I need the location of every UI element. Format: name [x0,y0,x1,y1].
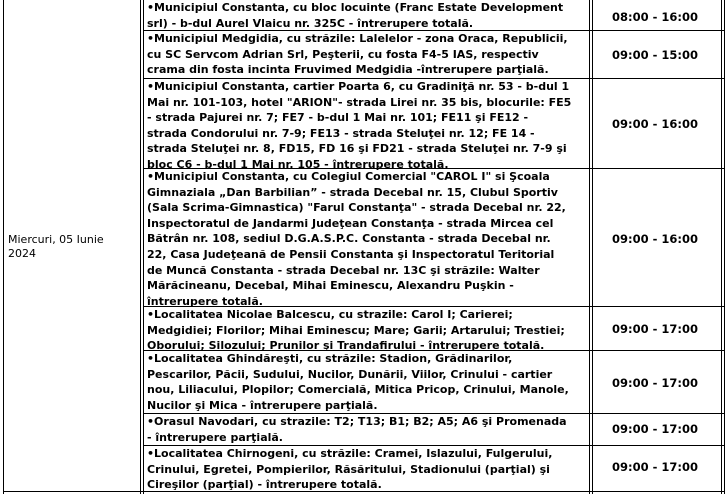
column-divider-hours [589,0,590,494]
outage-description: •Localitatea Ghindăreşti, cu străzile: Stadion, Grădinarilor, Pescarilor, Păcii, Sudului, Nucilor, Dunării, Viilor, Crinului - cartier nou, Liliacului, Plopilor; Comercială, Mitica Pricop, Crinului, Manole, Nucilor şi Mica - întrerupere parţială. [147,352,569,412]
table-row [141,31,586,78]
outage-hours: 09:00 - 17:00 [612,422,698,436]
table-row [141,414,586,445]
outage-description: •Orasul Navodari, cu strazile: T2; T13; B1; B2; A5; A6 şi Promenada - întrerupere parţială. [147,415,567,444]
table-row [141,79,586,171]
table-row [141,0,586,30]
outage-description: •Municipiul Medgidia, cu străzile: Lalelelor - zona Oraca, Republicii, cu SC Servcom Adrian Srl, Peşterii, cu fosta F4-5 IAS, respectiv crama din fosta incinta Fruvimed Medgidia -întrerupere parţială. [147,32,568,77]
outage-description: •Municipiul Constanta, cu bloc locuinte (Franc Estate Development srl) - b-dul Aurel Vlaicu nr. 325C - întrerupere totală. [147,1,564,30]
column-divider-right [721,0,722,494]
outage-hours: 09:00 - 16:00 [612,232,698,246]
outage-hours: 09:00 - 17:00 [612,376,698,390]
date-cell: Miercuri, 05 Iunie 2024 [8,233,104,260]
outage-description: •Localitatea Nicolae Balcescu, cu strazile: Carol I; Carierei; Medgidiei; Florilor; Mihai Eminescu; Mare; Garii; Artarului; Trestiei; Oborului; Silozului; Prunilor şi Trandafirului - întrerupere totală. [147,308,565,353]
row-divider [592,30,725,31]
table-row [141,169,586,306]
table-row [141,307,586,353]
column-divider-hours-inner [592,0,593,494]
table-border-right [724,0,725,494]
outage-hours: 09:00 - 15:00 [612,48,698,62]
outage-hours: 08:00 - 16:00 [612,10,698,24]
outage-hours: 09:00 - 17:00 [612,322,698,336]
outage-description: •Municipiul Constanta, cartier Poarta 6, cu Gradiniţă nr. 53 - b-dul 1 Mai nr. 101-103, hotel "ARION"- strada Lirei nr. 35 bis, blocurile: FE5 - strada Pajurei nr. 7; FE7 - b-dul 1 Mai nr. 101; FE11 şi FE12 - strada Condorului nr. 7-9; FE13 - strada Steluţei nr. 12; FE 14 - strada Steluţei nr. 8, FD15, FD 16 şi FD21 - strada Steluţei nr. 7-9 şi bloc C6 - b-dul 1 Mai nr. 105 - întrerupere totală. [147,80,572,171]
table-row [141,351,586,413]
table-border-left [3,0,4,494]
outage-description: •Municipiul Constanta, cu Colegiul Comercial "CAROL I" si Şcoala Gimnaziala „Dan Barbilian” - strada Decebal nr. 15, Clubul Sportiv (Sala Scrima-Gimnastica) "Farul Constanţa" - strada Decebal nr. 22, Inspectoratul de Jandarmi Judeţean Constanţa - strada Mircea cel Bătrân nr. 108, sediul D.G.A.S.P.C. Constanta - strada Decebal nr. 22, Casa Judeţeană de Pensii Constanta şi Inspectoratul Teritorial de Muncă Constanta - strada Decebal nr. 13C şi străzile: Walter Mărăcineanu, Decebal, Mihai Eminescu, Alexandru Puşkin - întrerupere totală. [147,170,566,308]
table-row [141,446,586,491]
outage-hours: 09:00 - 17:00 [612,460,698,474]
outage-hours: 09:00 - 16:00 [612,117,698,131]
outage-description: •Localitatea Chirnogeni, cu străzile: Cramei, Islazului, Fulgerului, Crinului, Egretei, Pompierilor, Răsăritului, Stadionului (parţial) şi Cireşilor (parţial) - întrerupere totală. [147,447,553,492]
